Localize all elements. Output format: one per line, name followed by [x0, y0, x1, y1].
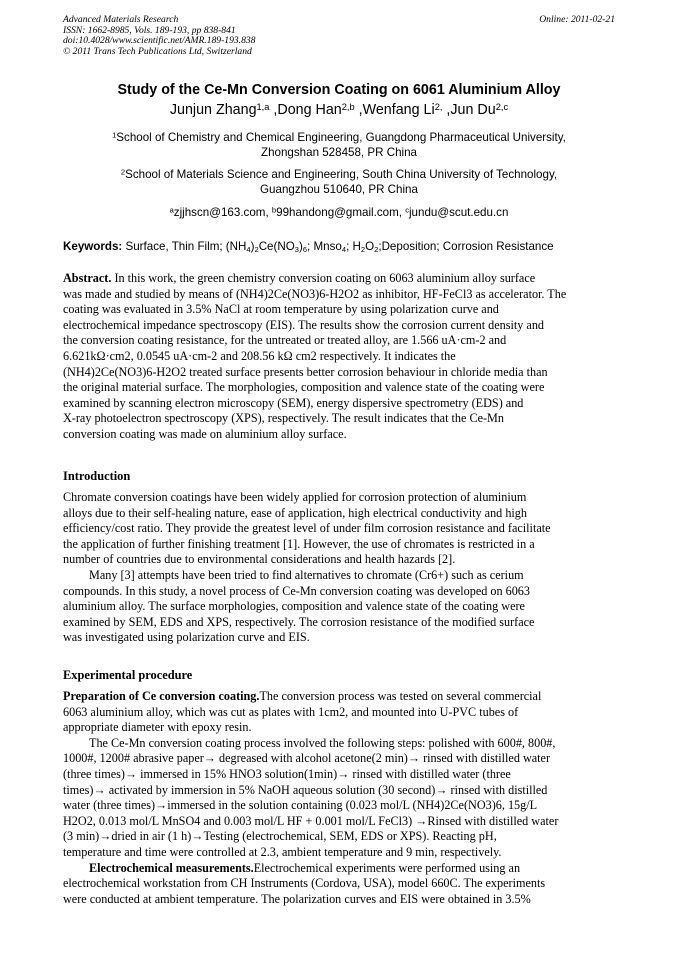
- affiliation-1: [63, 130, 615, 160]
- electrochemical-subheading: Electrochemical measurements.: [89, 860, 254, 875]
- experimental-paragraph: [63, 689, 615, 907]
- doi-line: doi:10.4028/www.scientific.net/AMR.189-193.838: [63, 35, 256, 47]
- abstract-paragraph: [63, 271, 615, 443]
- body-line: examined by SEM, EDS and XPS, respectively. The corrosion resistance of the modified surface: [63, 614, 535, 629]
- body-line: times)→ activated by immersion in 5% NaOH aqueous solution (30 second)→ rinsed with distilled: [63, 782, 548, 797]
- body-line: 6063 aluminium alloy, which was cut as plates with 1cm2, and mounted into U-PVC tubes of: [63, 704, 519, 719]
- author-affiliation-mark: 1,a: [256, 101, 270, 112]
- body-line: electrochemical workstation from CH Instruments (Cordova, USA), model 660C. The experiments: [63, 876, 546, 891]
- affiliation-number: 2: [120, 167, 126, 177]
- body-line: aluminium alloy. The surface morphologies, composition and valence state of the coating were: [63, 599, 525, 614]
- email-line: $^a$zjjhscn@163.com, $^b$99handong@gmail.com, $^c$jundu@scut.edu.cn: [169, 205, 509, 219]
- abstract-line: was made and studied by means of (NH4)2Ce(NO3)6-H2O2 as inhibitor, HF-FeCl3 as accelerator. The: [63, 286, 567, 301]
- issn-line: ISSN: 1662-8985, Vols. 189-193, pp 838-841: [63, 24, 236, 36]
- body-line: (three times)→ immersed in 15% HNO3 solution(1min)→ rinsed with distilled water (three: [63, 766, 511, 781]
- body-line: Chromate conversion coatings have been widely applied for corrosion protection of aluminium: [63, 490, 527, 504]
- keywords-text: Mnso: [310, 240, 342, 253]
- keywords-text: Deposition; Corrosion Resistance: [381, 240, 554, 253]
- author-name: Jun Du: [450, 102, 496, 118]
- affiliation-line: School of Materials Science and Engineering, South China University of Technology,: [125, 168, 558, 181]
- body-line: appropriate diameter with epoxy resin.: [63, 720, 252, 735]
- abstract-line: the original material surface. The morphologies, composition and valence state of the coating were: [63, 380, 545, 395]
- email-c[interactable]: jundu@scut.edu.cn: [408, 206, 509, 219]
- body-line: H2O2, 0.013 mol/L MnSO4 and 0.003 mol/L HF + 0.001 mol/L FeCl3) →Rinsed with distilled water: [63, 813, 559, 828]
- abstract-line: the conversion coating resistance, for the untreated or treated alloy, are 1.566 uA·cm-2 and: [63, 333, 507, 348]
- author-affiliation-mark: 2,: [434, 101, 443, 112]
- experimental-heading: Experimental procedure: [63, 668, 193, 682]
- body-line: (3 min)→dried in air (1 h)→Testing (electrochemical, SEM, EDS or XPS). Reacting pH,: [63, 829, 497, 844]
- affiliation-number: 1: [112, 130, 117, 140]
- introduction-heading: Introduction: [63, 469, 131, 483]
- body-line: compounds. In this study, a novel process of Ce-Mn conversion coating was developed on 6063: [63, 583, 530, 598]
- abstract-line: (NH4)2Ce(NO3)6-H2O2 treated surface presents better corrosion behaviour in chloride media than: [63, 364, 548, 379]
- body-line: Many [3] attempts have been tried to find alternatives to chromate (Cr6+) such as cerium: [89, 567, 524, 582]
- abstract-line: coating was evaluated in 3.5% NaCl at room temperature by using polarization curve and: [63, 302, 499, 317]
- body-line: The Ce-Mn conversion coating process involved the following steps: polished with 600#, 800#,: [89, 735, 556, 750]
- online-date: Online: 2011-02-21: [539, 14, 615, 25]
- keywords-text: Surface, Thin Film; (NH: [122, 240, 247, 253]
- preparation-subheading: Preparation of Ce conversion coating.: [63, 689, 260, 703]
- body-line: 1000#, 1200# abrasive paper→ degreased with alcohol acetone(2 min)→ rinsed with distilled water: [63, 751, 551, 766]
- body-line: efficiency/cost ratio. They provide the greatest level of under film corrosion resistance and facilitate: [63, 521, 551, 536]
- abstract-line: conversion coating was made on aluminium alloy surface.: [63, 426, 347, 441]
- author-name: Wenfang Li: [362, 102, 435, 118]
- body-line: was investigated using polarization curve and EIS.: [63, 630, 310, 645]
- keywords-line: Keywords: Surface, Thin Film; $(NH_4)_2Ce(NO_3)_6$; Mnso$_4$; $H_2O_2;Deposition$; Corrosion Resistance: [63, 240, 554, 254]
- email-a[interactable]: zjjhscn@163.com: [173, 206, 266, 219]
- abstract-label: Abstract.: [63, 271, 112, 285]
- abstract-line: electrochemical impedance spectroscopy (EIS). The results show the corrosion current density and: [63, 317, 545, 332]
- body-line: number of countries due to environmental considerations and health hazards [2].: [63, 552, 456, 567]
- body-line: Electrochemical experiments were performed using an: [253, 860, 521, 875]
- body-line: water (three times)→immersed in the solution containing (0.023 mol/L (NH4)2Ce(NO3)6, 15g/L: [63, 798, 538, 813]
- body-line: temperature and time were controlled at 2.3, ambient temperature and 9 min, respectively.: [63, 844, 502, 859]
- abstract-line: 6.621kΩ·cm2, 0.0545 uA·cm-2 and 208.56 kΩ cm2 respectively. It indicates the: [63, 348, 456, 363]
- body-line: were conducted at ambient temperature. The polarization curves and EIS were obtained in 3.5%: [63, 891, 531, 906]
- body-line: The conversion process was tested on several commercial: [259, 689, 542, 703]
- abstract-line: X-ray photoelectron spectroscopy (XPS), respectively. The result indicates that the Ce-Mn: [63, 411, 504, 426]
- affiliation-line: Guangzhou 510640, PR China: [260, 183, 418, 196]
- affiliation-line: School of Chemistry and Chemical Engineering, Guangdong Pharmaceutical University,: [116, 131, 566, 144]
- abstract-line: In this work, the green chemistry conversion coating on 6063 aluminium alloy surface: [111, 271, 536, 285]
- author-name: Dong Han: [277, 102, 342, 118]
- copyright-line: © 2011 Trans Tech Publications Ltd, Switzerland: [63, 45, 252, 57]
- affiliation-line: Zhongshan 528458, PR China: [261, 146, 417, 159]
- paper-title: Study of the Ce-Mn Conversion Coating on 6061 Aluminium Alloy: [117, 82, 561, 98]
- journal-name: Advanced Materials Research: [63, 14, 179, 25]
- introduction-paragraph: [63, 490, 615, 646]
- author-list: Junjun Zhang$^{1,a}$ ,Dong Han$^{2,b}$ ,Wenfang $Li^{2,}$ ,Jun Du$^{2,c}$: [169, 101, 509, 118]
- journal-header: [63, 15, 615, 57]
- author-affiliation-mark: 2,b: [341, 101, 355, 112]
- abstract-line: examined by scanning electron microscopy (SEM), energy dispersive spectrometry (EDS) and: [63, 395, 524, 410]
- body-line: alloys due to their self-healing nature, ease of application, high electrical conductivity and high: [63, 505, 527, 520]
- body-line: the application of further finishing treatment [1]. However, the use of chromates is restricted in a: [63, 536, 535, 551]
- keywords-label: Keywords:: [63, 240, 123, 253]
- affiliation-2: [63, 167, 615, 197]
- email-b[interactable]: 99handong@gmail.com: [276, 206, 399, 219]
- author-name: Junjun Zhang: [169, 102, 257, 118]
- author-affiliation-mark: 2,c: [495, 101, 509, 112]
